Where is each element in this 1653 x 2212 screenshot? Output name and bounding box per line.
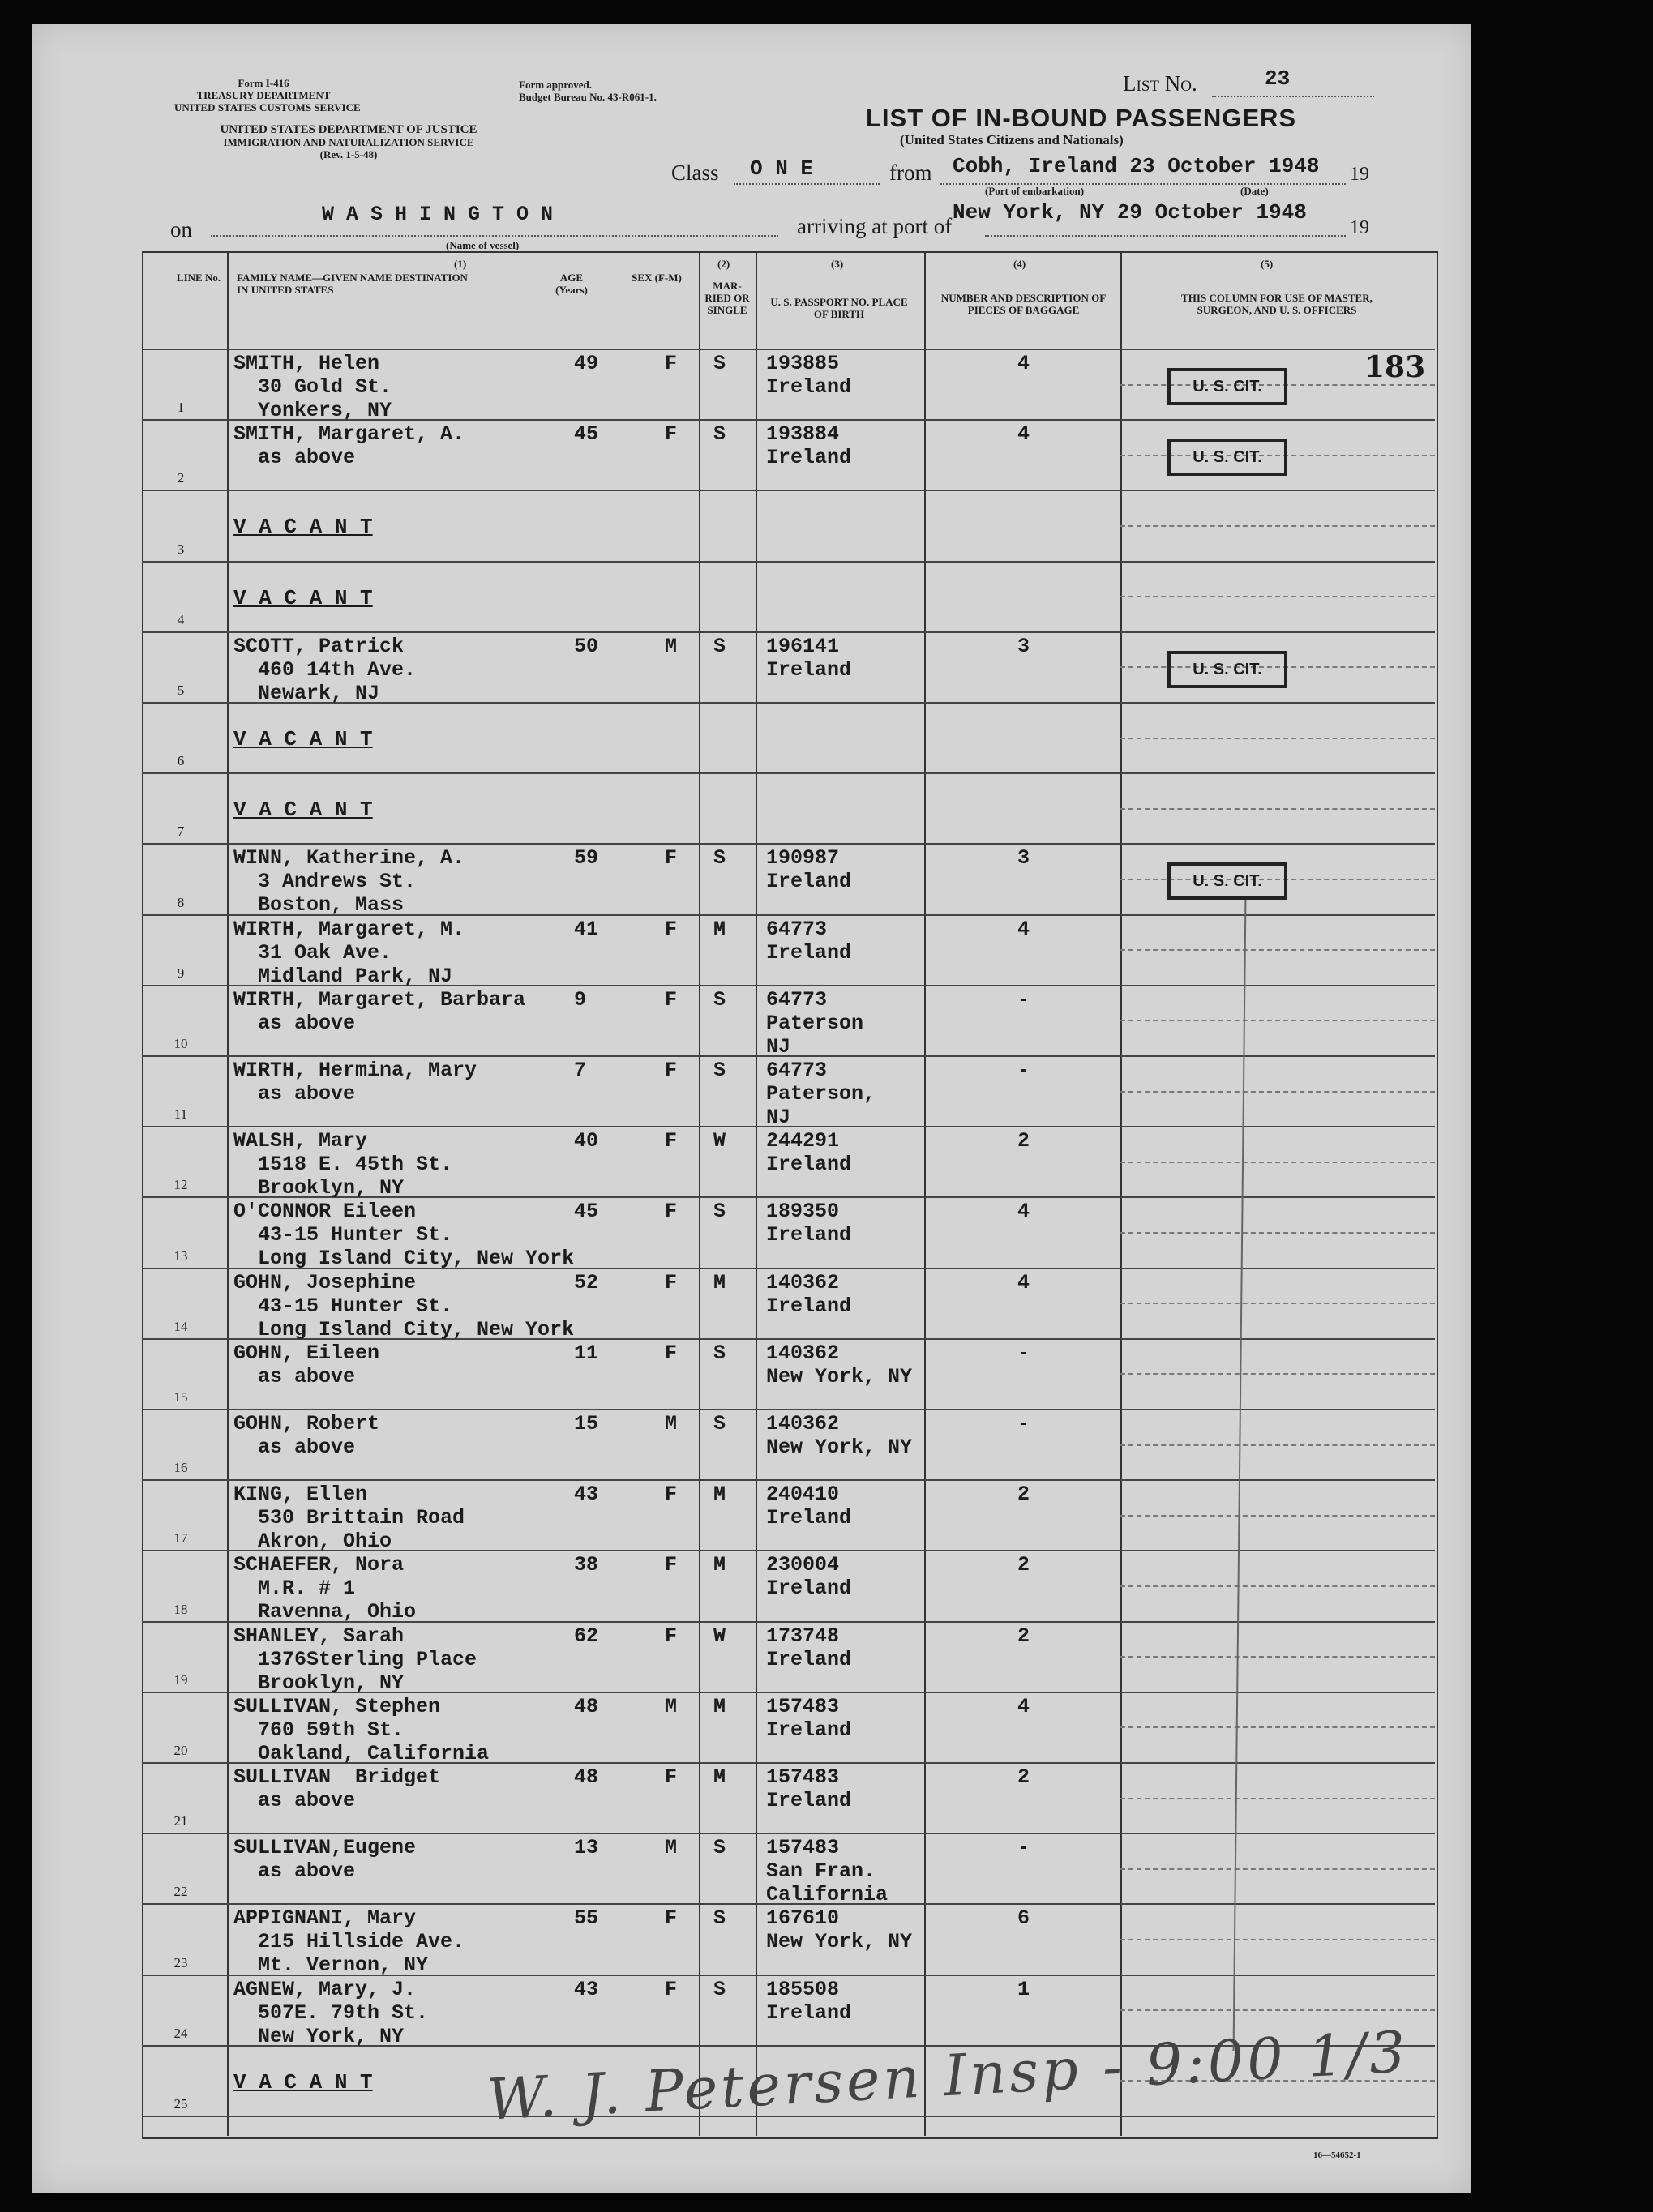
line-number: 6 [177,753,185,769]
line-number: 10 [173,1036,188,1051]
baggage-count: 4 [1017,422,1030,447]
column-number-5: (5) [1261,258,1274,270]
inspector-signature: W. J. Petersen Insp - 9:00 1/3 [485,2018,1411,2133]
year-suffix-1: 19 [1350,164,1369,185]
row-rule [142,843,1435,845]
passport-and-birthplace: 189350 Ireland [766,1200,852,1247]
age-value: 45 [574,422,599,447]
marital-status: S [713,1412,726,1435]
sex-value: F [665,1483,678,1507]
line-number: 25 [173,2096,188,2111]
class-value: O N E [750,156,814,181]
officer-dashed-line [1120,1656,1435,1658]
passenger-name: SMITH, Margaret, A. as above [233,422,465,470]
marital-status: M [713,1765,726,1789]
passenger-name: SULLIVAN, Stephen 760 59th St. Oakland, California [233,1694,490,1765]
line-number: 14 [173,1318,188,1334]
passport-and-birthplace: 244291 Ireland [766,1129,852,1177]
baggage-count: 3 [1017,634,1030,658]
row-rule [142,1479,1435,1481]
passport-and-birthplace: 140362 New York, NY [766,1412,913,1459]
baggage-count: 1 [1017,1977,1030,2001]
officer-dashed-line [1120,1939,1435,1940]
passenger-name: SULLIVAN Bridget as above [233,1765,441,1812]
line-number: 22 [173,1884,188,1900]
marital-status: S [713,1836,726,1860]
officer-dashed-line [1120,1585,1435,1587]
row-rule [142,561,1435,563]
officer-dashed-line [1120,1091,1435,1093]
page-subtitle: (United States Citizens and Nationals) [900,132,1124,148]
list-no-value: 23 [1265,66,1291,91]
baggage-count: 3 [1017,846,1030,871]
baggage-count: 2 [1017,1553,1030,1577]
age-value: 52 [574,1270,599,1294]
age-value: 9 [574,987,587,1012]
page-number-mark: 183 [1364,350,1426,384]
sex-value: F [665,1765,678,1789]
line-number: 13 [173,1247,188,1264]
divider-line-no [227,251,229,2136]
line-number: 1 [177,400,185,416]
passenger-name: WALSH, Mary 1518 E. 45th St. Brooklyn, NY [233,1129,453,1200]
officer-dashed-line [1120,1726,1435,1728]
passenger-name: WIRTH, Margaret, M. 31 Oak Ave. Midland Park, NJ [233,917,465,988]
age-value: 41 [574,917,599,941]
baggage-count: 4 [1017,1270,1030,1294]
column-number-2: (2) [717,258,730,270]
passport-and-birthplace: 157483 Ireland [766,1765,852,1812]
passport-and-birthplace: 193885 Ireland [766,352,852,399]
sex-value: F [665,422,678,447]
port-embarkation-label: (Port of embarkation) [985,185,1085,197]
header-name: FAMILY NAME—GIVEN NAME DESTINATION IN UNITED STATES [237,272,468,296]
column-number-4: (4) [1013,258,1026,270]
baggage-count: 2 [1017,1483,1030,1507]
from-label: from [889,160,932,185]
age-value: 7 [574,1059,587,1082]
passport-and-birthplace: 167610 New York, NY [766,1906,913,1954]
form-id: Form I-416 [238,77,289,89]
line-number: 11 [173,1106,188,1123]
approval-block [519,79,657,103]
passenger-name: SMITH, Helen 30 Gold St. Yonkers, NY [233,352,392,422]
line-number: 16 [173,1460,188,1476]
passport-and-birthplace: 157483 San Fran. California [766,1836,889,1907]
vessel-line [211,235,778,237]
officer-dashed-line [1120,949,1435,951]
line-number: 21 [173,1813,188,1829]
baggage-count: 2 [1017,1129,1030,1153]
rev-label: (Rev. 1-5-48) [319,148,378,160]
page-title: LIST OF IN-BOUND PASSENGERS [866,104,1297,132]
passport-and-birthplace: 64773 Paterson NJ [766,987,864,1059]
officer-dashed-line [1120,1162,1435,1163]
baggage-count: 4 [1017,1200,1030,1224]
passport-and-birthplace: 193884 Ireland [766,422,852,470]
list-no-line [1212,96,1374,97]
passport-and-birthplace: 173748 Ireland [766,1624,852,1671]
passenger-name: V A C A N T [233,515,373,540]
officer-dashed-line [1120,525,1435,527]
header-sex: SEX (F-M) [632,272,682,284]
sex-value: F [665,1341,678,1365]
marital-status: S [713,1906,726,1931]
officer-dashed-line [1120,808,1435,810]
class-line [734,183,880,185]
sex-value: F [665,1977,678,2001]
row-rule [142,631,1435,633]
passport-and-birthplace: 157483 Ireland [766,1694,852,1742]
officer-dashed-line [1120,1232,1435,1234]
baggage-count: 6 [1017,1906,1030,1931]
passport-and-birthplace: 140362 Ireland [766,1270,852,1318]
officer-dashed-line [1120,1303,1435,1304]
line-number: 2 [177,470,185,486]
sex-value: F [665,352,678,375]
sex-value: M [665,634,678,658]
age-value: 11 [574,1341,599,1365]
officer-dashed-line [1120,2009,1435,2011]
us-citizen-stamp: U. S. CIT. [1167,368,1287,405]
officer-dashed-line [1120,1868,1435,1870]
header-age: AGE (Years) [555,272,588,296]
passenger-name: O'CONNOR Eileen 43-15 Hunter St. Long Island City, New York [233,1200,575,1271]
passenger-name: V A C A N T [233,727,373,751]
list-no-label: List No. [1123,71,1197,96]
budget-bureau: Budget Bureau No. 43-R061-1. [519,91,657,103]
sex-value: M [665,1694,678,1718]
line-number: 12 [173,1177,188,1193]
column-number-3: (3) [831,258,844,270]
line-number: 15 [173,1389,188,1405]
age-value: 59 [574,846,599,871]
us-citizen-stamp: U. S. CIT. [1167,439,1287,476]
us-citizen-stamp: U. S. CIT. [1167,651,1287,688]
passport-and-birthplace: 230004 Ireland [766,1553,852,1601]
sex-value: M [665,1836,678,1860]
sex-value: F [665,1553,678,1577]
line-number: 18 [173,1601,188,1617]
header-baggage: NUMBER AND DESCRIPTION OF PIECES OF BAGGAGE [940,292,1107,316]
passenger-name: AGNEW, Mary, J. 507E. 79th St. New York, NY [233,1977,429,2048]
sex-value: F [665,1906,678,1931]
passenger-name: GOHN, Robert as above [233,1412,380,1459]
arriving-label: arriving at port of [797,214,953,238]
passport-and-birthplace: 240410 Ireland [766,1483,852,1530]
passenger-name: SHANLEY, Sarah 1376Sterling Place Brooklyn, NY [233,1624,477,1695]
officer-dashed-line [1120,1373,1435,1375]
sex-value: M [665,1412,678,1435]
justice-label: UNITED STATES DEPARTMENT OF JUSTICE [220,123,477,136]
passenger-name: V A C A N T [233,585,373,610]
on-label: on [170,217,192,242]
age-value: 49 [574,352,599,375]
age-value: 62 [574,1624,599,1648]
line-number: 20 [173,1743,188,1758]
form-agency-block [174,77,361,113]
arrival-value: New York, NY 29 October 1948 [953,200,1307,225]
from-value: Cobh, Ireland 23 October 1948 [953,154,1320,178]
officer-dashed-line [1120,596,1435,597]
line-number: 5 [177,682,185,698]
marital-status: M [713,1553,726,1577]
officer-dashed-line [1120,1798,1435,1799]
passport-and-birthplace: 64773 Paterson, NJ [766,1059,876,1129]
marital-status: S [713,1977,726,2001]
marital-status: M [713,917,726,941]
marital-status: M [713,1270,726,1294]
header-passport: U. S. PASSPORT NO. PLACE OF BIRTH [770,296,908,320]
sex-value: F [665,1129,678,1153]
row-rule [142,1833,1435,1834]
divider-baggage [924,251,926,2136]
passenger-name: WIRTH, Hermina, Mary as above [233,1059,477,1106]
age-value: 43 [574,1977,599,2001]
line-number: 17 [173,1530,188,1547]
header-married: MAR-RIED OR SINGLE [704,280,750,316]
sex-value: F [665,1200,678,1224]
baggage-count: 4 [1017,917,1030,941]
passenger-name: KING, Ellen 530 Brittain Road Akron, Ohio [233,1483,465,1554]
marital-status: M [713,1483,726,1507]
sex-value: F [665,987,678,1012]
marital-status: S [713,1059,726,1082]
baggage-count: 2 [1017,1765,1030,1789]
footer-code: 16—54652-1 [1313,2150,1361,2160]
line-number: 8 [177,894,185,910]
line-number: 4 [177,611,185,627]
sex-value: F [665,917,678,941]
officer-dashed-line [1120,1515,1435,1517]
baggage-count: - [1017,987,1030,1012]
baggage-count: - [1017,1059,1030,1082]
sex-value: F [665,1059,678,1082]
line-number: 24 [173,2025,188,2041]
age-value: 45 [574,1200,599,1224]
age-value: 38 [574,1553,599,1577]
class-label: Class [671,160,719,185]
marital-status: S [713,422,726,447]
line-number: 9 [177,965,185,981]
passenger-name: V A C A N T [233,2069,373,2094]
line-number: 23 [173,1954,188,1970]
vessel-caption: (Name of vessel) [446,239,520,251]
age-value: 48 [574,1765,599,1789]
marital-status: W [713,1624,726,1648]
age-value: 13 [574,1836,599,1860]
treasury-label: TREASURY DEPARTMENT [196,89,331,101]
age-value: 15 [574,1412,599,1435]
passenger-name: WINN, Katherine, A. 3 Andrews St. Boston, Mass [233,846,465,918]
baggage-count: 2 [1017,1624,1030,1648]
year-suffix-2: 19 [1350,217,1369,238]
age-value: 48 [574,1694,599,1718]
divider-passport [756,251,757,2136]
arrival-line [985,235,1346,237]
passport-and-birthplace: 64773 Ireland [766,917,852,965]
sex-value: F [665,1624,678,1648]
passport-and-birthplace: 196141 Ireland [766,634,852,682]
header-officers: THIS COLUMN FOR USE OF MASTER, SURGEON, AND U. S. OFFICERS [1181,292,1373,316]
marital-status: S [713,1341,726,1365]
row-rule [142,772,1435,774]
line-number: 7 [177,824,185,840]
column-number-1: (1) [454,258,467,270]
baggage-count: - [1017,1836,1030,1860]
officer-dashed-line [1120,738,1435,739]
passenger-name: APPIGNANI, Mary 215 Hillside Ave. Mt. Vernon, NY [233,1906,465,1978]
passenger-name: WIRTH, Margaret, Barbara as above [233,987,526,1035]
vessel-name: W A S H I N G T O N [322,203,554,226]
date-label: (Date) [1240,185,1269,197]
ins-label: IMMIGRATION AND NATURALIZATION SERVICE [223,136,474,148]
marital-status: S [713,352,726,375]
age-value: 55 [574,1906,599,1931]
age-value: 43 [574,1483,599,1507]
age-value: 50 [574,634,599,658]
marital-status: S [713,846,726,871]
header-line-no: LINE No. [176,272,221,284]
justice-block [166,124,531,160]
passenger-name: V A C A N T [233,798,373,823]
us-citizen-stamp: U. S. CIT. [1167,862,1287,900]
baggage-count: - [1017,1412,1030,1435]
officer-dashed-line [1120,1444,1435,1446]
line-number: 3 [177,541,185,557]
header-rule [142,349,1435,350]
baggage-count: 4 [1017,1694,1030,1718]
divider-officers [1120,251,1122,2136]
passenger-name: SCOTT, Patrick 460 14th Ave. Newark, NJ [233,634,417,705]
sex-value: F [665,1270,678,1294]
form-approved: Form approved. [519,79,593,91]
row-rule [142,490,1435,491]
marital-status: S [713,1200,726,1224]
marital-status: S [713,634,726,658]
passport-and-birthplace: 185508 Ireland [766,1977,852,2025]
marital-status: M [713,1694,726,1718]
marital-status: S [713,987,726,1012]
passenger-name: SCHAEFER, Nora M.R. # 1 Ravenna, Ohio [233,1553,417,1624]
baggage-count: 4 [1017,352,1030,375]
customs-label: UNITED STATES CUSTOMS SERVICE [174,101,361,113]
passenger-name: GOHN, Eileen as above [233,1341,380,1388]
sex-value: F [665,846,678,871]
marital-status: W [713,1129,726,1153]
passport-and-birthplace: 140362 New York, NY [766,1341,913,1388]
passenger-name: GOHN, Josephine 43-15 Hunter St. Long Island City, New York [233,1270,575,1341]
passenger-name: SULLIVAN,Eugene as above [233,1836,417,1884]
officer-dashed-line [1120,1020,1435,1021]
divider-married [699,251,700,2136]
line-number: 19 [173,1671,188,1688]
baggage-count: - [1017,1341,1030,1365]
age-value: 40 [574,1129,599,1153]
passport-and-birthplace: 190987 Ireland [766,846,852,894]
